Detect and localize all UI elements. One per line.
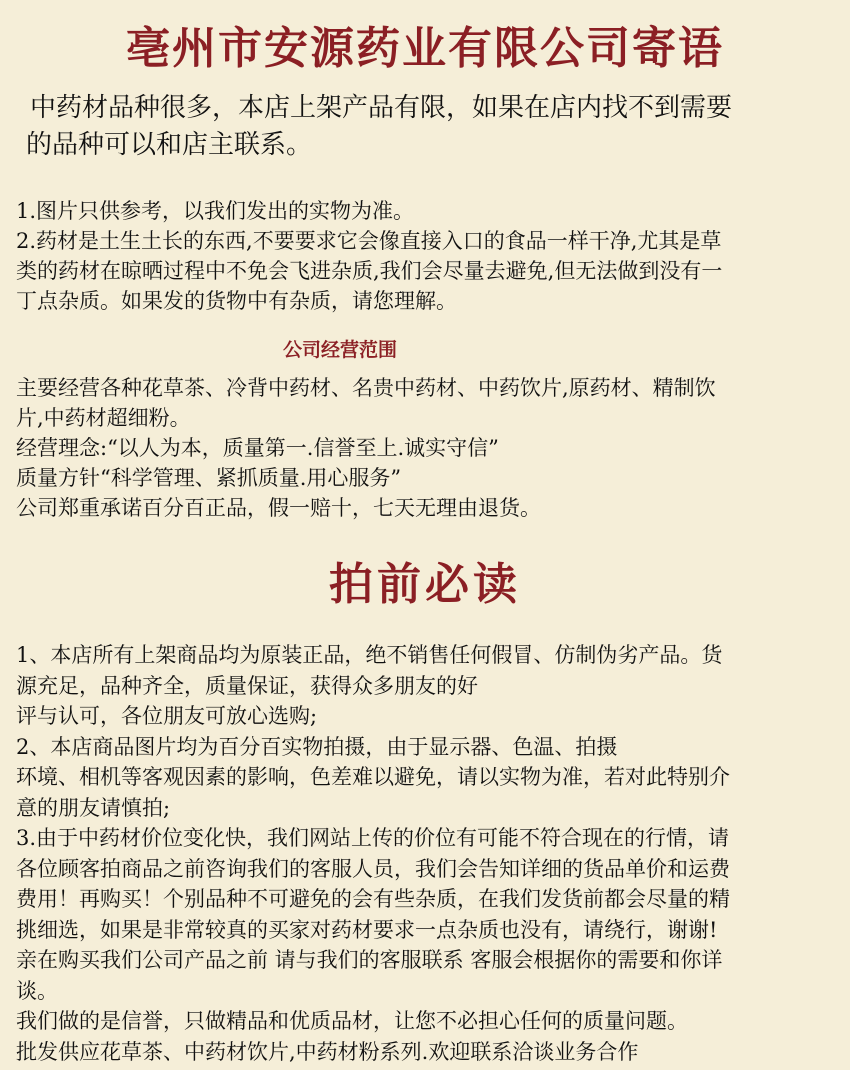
readme-line: 亲在购买我们公司产品之前 请与我们的客服联系 客服会根据你的需要和你详 [16, 948, 723, 972]
intro-paragraph [26, 90, 826, 164]
readme-line: 挑细选，如果是非常较真的买家对药材要求一点杂质也没有，请绕行，谢谢! [16, 917, 718, 942]
note-line: 1.图片只供参考，以我们发出的实物为准。 [16, 199, 415, 223]
note-line: 2.药材是土生土长的东西,不要要求它会像直接入口的食品一样干净,尤其是草 [16, 229, 722, 253]
intro-line: 的品种可以和店主联系。 [26, 130, 313, 160]
must-read-title: 拍前必读 [329, 559, 521, 610]
readme-line: 3.由于中药材价位变化快，我们网站上传的价位有可能不符合现在的行情，请 [16, 826, 730, 850]
readme-line: 环境、相机等客观因素的影响，色差难以避免，请以实物为准，若对此特别介 [16, 765, 730, 789]
scope-line: 公司郑重承诺百分百正品，假一赔十，七天无理由退货。 [16, 496, 541, 520]
scope-line: 主要经营各种花草茶、冷背中药材、名贵中药材、中药饮片,原药材、精制饮 [16, 376, 716, 400]
readme-line: 2、本店商品图片均为百分百实物拍摄，由于显示器、色温、拍摄 [16, 734, 618, 759]
intro-line: 中药材品种很多，本店上架产品有限，如果在店内找不到需要 [30, 93, 733, 123]
scope-line: 质量方针“科学管理、紧抓质量.用心服务” [16, 466, 402, 490]
readme-line: 谈。 [16, 978, 58, 1003]
readme-line: 批发供应花草茶、中药材饮片,中药材粉系列.欢迎联系洽谈业务合作 [16, 1039, 639, 1064]
readme-line: 1、本店所有上架商品均为原装正品，绝不销售任何假冒、仿制伪劣产品。货 [16, 643, 723, 667]
business-scope-heading: 公司经营范围 [283, 339, 398, 361]
notes-section [16, 196, 836, 316]
readme-line: 评与认可，各位朋友可放心选购; [16, 704, 318, 728]
scope-line: 片,中药材超细粉。 [16, 406, 191, 430]
readme-line: 意的朋友请慎拍; [16, 795, 171, 820]
scope-line: 经营理念:“以人为本，质量第一.信誉至上.诚实守信” [16, 436, 499, 460]
company-message-title: 亳州市安源药业有限公司寄语 [126, 23, 724, 74]
readme-line: 我们做的是信誉，只做精品和优质品材，让您不必担心任何的质量问题。 [16, 1009, 688, 1033]
readme-line: 源充足，品种齐全，质量保证，获得众多朋友的好 [16, 673, 478, 698]
business-scope-section [16, 373, 836, 523]
readme-line: 费用！再购买！个别品种不可避免的会有些杂质，在我们发货前都会尽量的精 [16, 887, 730, 911]
note-line: 类的药材在晾晒过程中不免会飞进杂质,我们会尽量去避免,但无法做到没有一 [16, 259, 723, 283]
readme-line: 各位顾客拍商品之前咨询我们的客服人员，我们会告知详细的货品单价和运费 [16, 856, 730, 881]
must-read-section [16, 640, 836, 1067]
note-line: 丁点杂质。如果发的货物中有杂质，请您理解。 [16, 289, 457, 313]
